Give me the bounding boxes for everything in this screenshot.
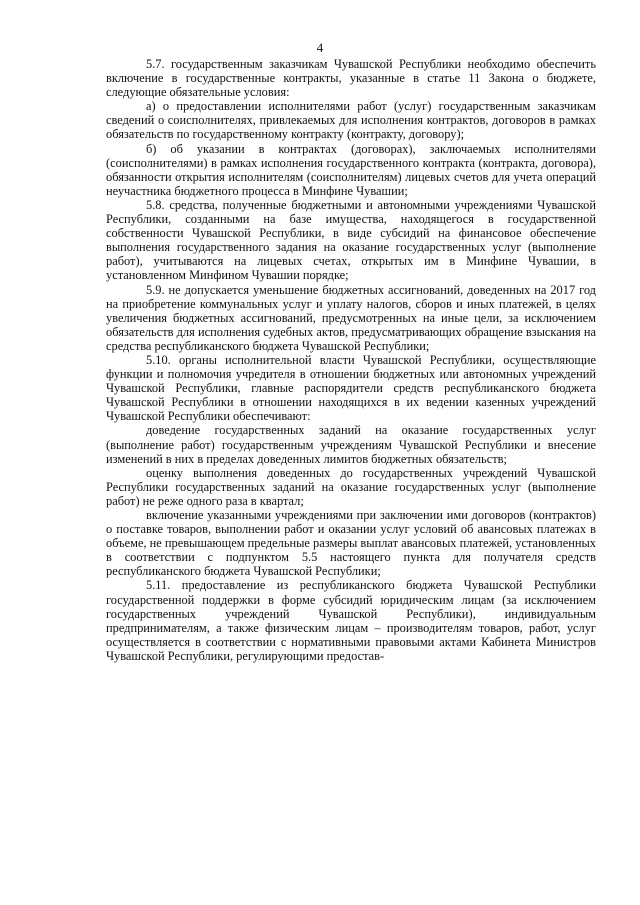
paragraph-5-10: 5.10. органы исполнительной власти Чувашской Республики, осуществляющие функции и полномочия учредителя в отношении бюджетных или автономных учреждений Чувашской Республики, главные распорядители средств республиканского бюджета Чувашской Республики в отношении находящихся в их ведении казенных учреждений Чувашской Республики обеспечивают: [106, 352, 596, 424]
paragraph-5-9: 5.9. не допускается уменьшение бюджетных ассигнований, доведенных на 2017 год на приобретение коммунальных услуг и уплату налогов, сборов и иных платежей, в целях увеличения бюджетных ассигнований, предусмотренных на иные цели, за исключением обязательств для исполнения судебных актов, предусматривающих обращение взыскания на средства республиканского бюджета Чувашской Республики; [106, 282, 596, 353]
paragraph-5-10-item-2: оценку выполнения доведенных до государственных учреждений Чувашской Республики государственных заданий на оказание государственных услуг (выполнение работ) не реже одного раза в квартал; [106, 465, 596, 508]
paragraph-5-8: 5.8. средства, полученные бюджетными и автономными учреждениями Чувашской Республики, созданными на базе имущества, находящегося в государственной собственности Чувашской Республики, в виде субсидий на финансовое обеспечение выполнения государственного задания на оказание государственных услуг (выполнение работ), учитываются на лицевых счетах, открытых им в Минфине Чувашии, в установленном Минфином Чувашии порядке; [106, 197, 596, 283]
paragraph-5-10-item-3: включение указанными учреждениями при заключении ими договоров (контрактов) о поставке товаров, выполнении работ и оказании услуг условий об авансовых платежах в объеме, не превышающем предельные размеры выплат авансовых платежей, установленных в соответствии с подпунктом 5.5 настоящего пункта для получателя средств республиканского бюджета Чувашской Республики; [106, 508, 596, 579]
paragraph-5-10-item-1: доведение государственных заданий на оказание государственных услуг (выполнение работ) государственным учреждениям Чувашской Республики и внесение изменений в них в пределах доведенных лимитов бюджетных обязательств; [106, 423, 596, 466]
paragraph-5-7: 5.7. государственным заказчикам Чувашской Республики необходимо обеспечить включение в государственные контракты, указанные в статье 11 Закона о бюджете, следующие обязательные условия: [106, 57, 596, 100]
paragraph-5-7-b: б) об указании в контрактах (договорах), заключаемых исполнителями (соисполнителями) в рамках исполнения государственного контракта (контракта, договора), обязанности открытия исполнителям (соисполнителям) лицевых счетов для учета операций неучастника бюджетного процесса в Минфине Чувашии; [106, 141, 596, 198]
document-body [106, 57, 596, 663]
paragraph-5-11: 5.11. предоставление из республиканского бюджета Чувашской Республики государственной поддержки в форме субсидий юридическим лицам (за исключением государственных учреждений Чувашской Республики), индивидуальным предпринимателям, а также физическим лицам – производителям товаров, работ, услуг осуществляется в соответствии с нормативными правовыми актами Кабинета Министров Чувашской Республики, регулирующими предостав- [106, 578, 596, 663]
page-number: 4 [316, 40, 324, 55]
paragraph-5-7-a: а) о предоставлении исполнителями работ (услуг) государственным заказчикам сведений о соисполнителях, привлекаемых для исполнения контрактов, договоров в рамках обязательств по государственному контракту (контракту, договору); [106, 99, 596, 142]
